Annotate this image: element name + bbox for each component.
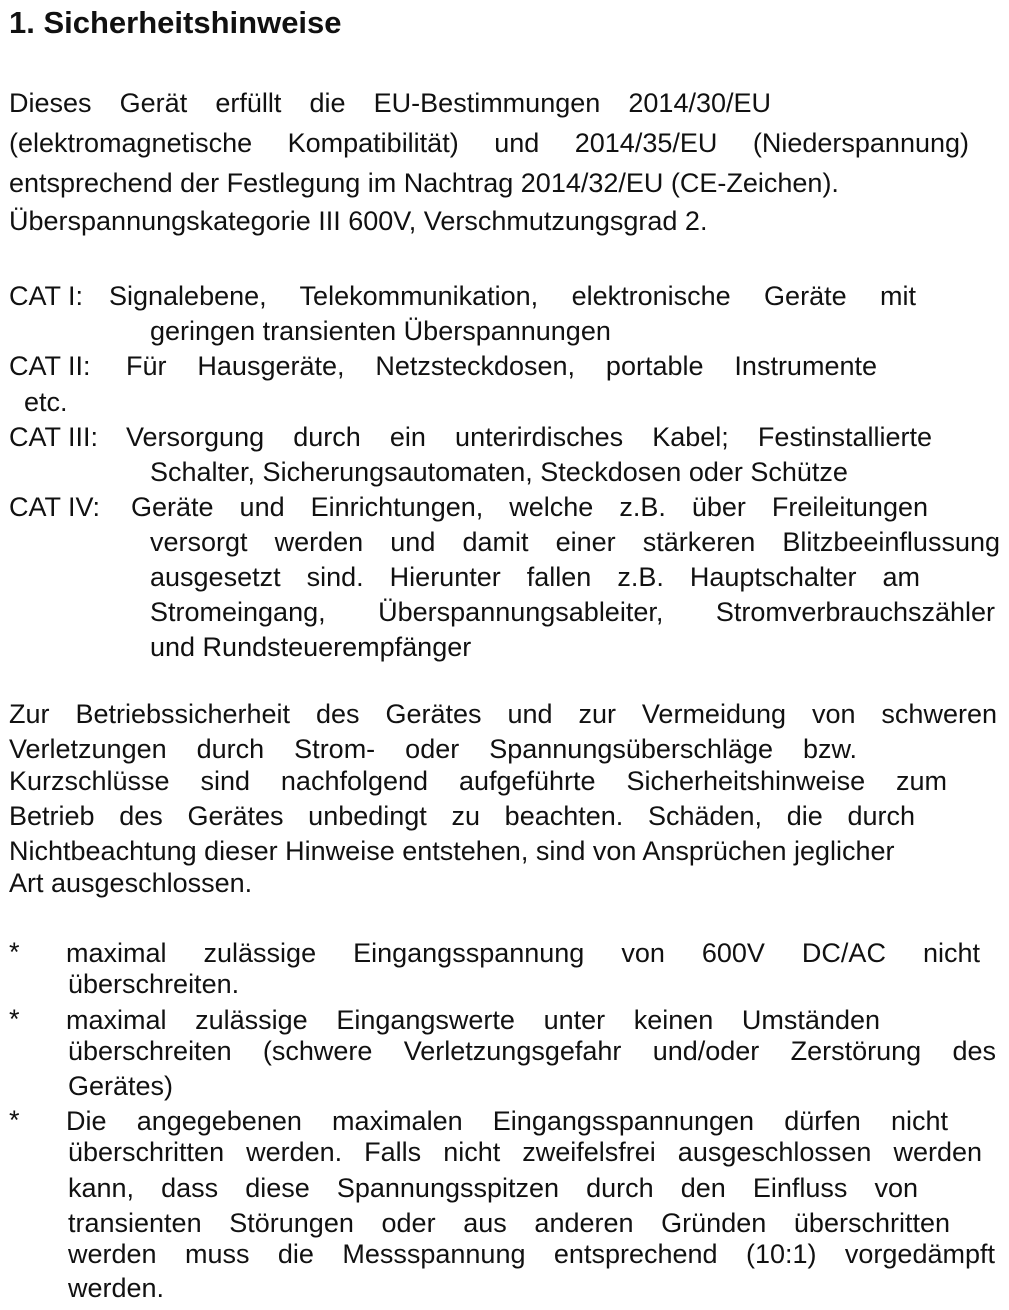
safety-line: Verletzungen durch Strom- oder Spannungsüberschläge bzw. [9, 734, 857, 764]
bullet-text: überschreiten (schwere Verletzungsgefahr und/oder Zerstörung des [68, 1036, 996, 1066]
category-text: versorgt werden und damit einer stärkeren Blitzbeeinflussung [150, 527, 1000, 557]
bullet-text: maximal zulässige Eingangsspannung von 600V DC/AC nicht [66, 938, 980, 968]
safety-line: Zur Betriebssicherheit des Gerätes und zur Vermeidung von schweren [9, 699, 997, 729]
category-text: Signalebene, Telekommunikation, elektronische Geräte mit [109, 281, 916, 311]
category-text: geringen transienten Überspannungen [150, 316, 611, 346]
category-label: CAT II: [9, 351, 91, 381]
category-text: Stromeingang, Überspannungsableiter, Stromverbrauchszähler [150, 597, 995, 627]
bullet-text: Gerätes) [68, 1071, 174, 1101]
bullet-text: Die angegebenen maximalen Eingangsspannungen dürfen nicht [66, 1106, 948, 1136]
category-label: CAT I: [9, 281, 84, 311]
bullet-text: überschreiten. [68, 969, 240, 999]
bullet-marker: * [9, 1004, 20, 1034]
bullet-text: überschritten werden. Falls nicht zweifelsfrei ausgeschlossen werden [68, 1137, 982, 1167]
category-text: Versorgung durch ein unterirdisches Kabel; Festinstallierte [126, 422, 932, 452]
bullet-marker: * [9, 1105, 20, 1135]
category-text: Für Hausgeräte, Netzsteckdosen, portable Instrumente [126, 351, 877, 381]
category-text: etc. [24, 387, 68, 417]
category-text: Geräte und Einrichtungen, welche z.B. über Freileitungen [131, 492, 928, 522]
category-label: CAT IV: [9, 492, 101, 522]
category-text: und Rundsteuerempfänger [150, 632, 472, 662]
bullet-text: maximal zulässige Eingangswerte unter keinen Umständen [66, 1005, 880, 1035]
category-text: ausgesetzt sind. Hierunter fallen z.B. Hauptschalter am [150, 562, 920, 592]
category-label: CAT III: [9, 422, 99, 452]
section-heading: 1. Sicherheitshinweise [9, 5, 342, 40]
safety-line: Nichtbeachtung dieser Hinweise entstehen, sind von Ansprüchen jeglicher [9, 836, 895, 866]
intro-line: (elektromagnetische Kompatibilität) und 2014/35/EU (Niederspannung) [9, 128, 969, 158]
bullet-text: werden muss die Messspannung entsprechend (10:1) vorgedämpft [68, 1239, 995, 1269]
intro-line: Überspannungskategorie III 600V, Verschmutzungsgrad 2. [9, 206, 708, 236]
intro-line: Dieses Gerät erfüllt die EU-Bestimmungen 2014/30/EU [9, 88, 771, 118]
bullet-text: werden. [68, 1273, 165, 1303]
safety-line: Kurzschlüsse sind nachfolgend aufgeführte Sicherheitshinweise zum [9, 766, 947, 796]
safety-line: Betrieb des Gerätes unbedingt zu beachten. Schäden, die durch [9, 801, 915, 831]
bullet-text: transienten Störungen oder aus anderen Gründen überschritten [68, 1208, 950, 1238]
bullet-text: kann, dass diese Spannungsspitzen durch den Einfluss von [68, 1173, 918, 1203]
category-text: Schalter, Sicherungsautomaten, Steckdosen oder Schütze [150, 457, 848, 487]
intro-line: entsprechend der Festlegung im Nachtrag 2014/32/EU (CE-Zeichen). [9, 168, 839, 198]
safety-line: Art ausgeschlossen. [9, 868, 253, 898]
bullet-marker: * [9, 937, 20, 967]
